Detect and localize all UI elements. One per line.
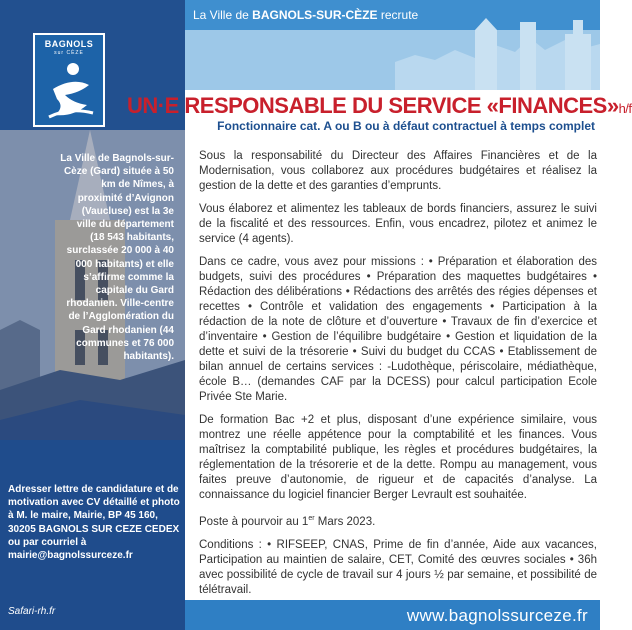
start-date-sup: er: [308, 515, 315, 522]
website-link[interactable]: www.bagnolssurceze.fr: [406, 606, 588, 625]
start-date-before: Poste à pourvoir au 1: [199, 515, 309, 528]
header-city: BAGNOLS-SUR-CÈZE: [252, 8, 378, 22]
paragraph-profile: De formation Bac +2 et plus, disposant d’une expérience similaire, vous montrez une réelle appétence pour la comptabilité et les finances. Vous maîtrisez la comptabilité publique, les règles et procédures budgétaires, la réglementation de la trésorerie et de la dette. Rompu au management, vous faites preuve d’autonomie, de rigueur et de capacités d’analyse. La connaissance du logiciel financier Berger Levrault est souhaitée.: [199, 414, 597, 501]
job-subtitle: Fonctionnaire cat. A ou B ou à défaut contractuel à temps complet: [217, 119, 595, 133]
logo-name: BAGNOLS: [44, 39, 94, 49]
paragraph-conditions: Conditions : • RIFSEEP, CNAS, Prime de fin d’année, Aide aux vacances, Participation au maintien de salaire, CET, Comité des œuvres sociales • 36h avec possibilité de cycle de travail sur 4 jours ½ par semaine, et possibilité de télétravail.: [199, 538, 597, 596]
paragraph-start-date: [199, 511, 597, 530]
paragraph-duties: Vous élaborez et alimentez les tableaux de bords financiers, assurez le suivi de la fiscalité et des ressources. Enfin, vous encadrez, pilotez et animez le service (4 agents).: [199, 203, 597, 245]
job-title: [127, 93, 632, 119]
header-prefix: La Ville de: [193, 8, 249, 22]
job-title-text: UN·E RESPONSABLE DU SERVICE «FINANCES»: [127, 93, 619, 118]
header-text: [193, 8, 418, 22]
runner-emblem-icon: [43, 59, 99, 123]
footer-bar: [185, 600, 600, 630]
city-logo: [33, 33, 105, 127]
credit-link[interactable]: Safari-rh.fr: [8, 606, 56, 617]
paragraph-responsibility: Sous la responsabilité du Directeur des Affaires Financières et de la Modernisation, vous collaborez aux procédures budgétaires et réalisez la gestion de la dette et des garanties d’emprunts.: [199, 150, 597, 192]
header-suffix: recrute: [380, 8, 419, 22]
logo-sub: sur CÈZE: [54, 50, 84, 56]
city-intro: La Ville de Bagnols-sur-Cèze (Gard) située à 50 km de Nîmes, à proximité d’Avignon (Vaucluse) est la 3e ville du département (18 543 habitants, surclassée 20 000 à 40 000 habitants) et elle s’affirme comme la capitale du Gard rhodanien. Ville-centre de l’Agglomération du Gard rhodanien (44 communes et 76 000 habitants).: [60, 153, 174, 363]
job-title-suffix: h/f: [618, 101, 632, 116]
start-date-after: Mars 2023.: [314, 515, 376, 528]
header-banner: [185, 0, 600, 90]
application-instructions: Adresser lettre de candidature et de motivation avec CV détaillé et photo à M. le maire, Mairie, BP 45 160, 30205 BAGNOLS SUR CEZE CEDEX ou par courriel à mairie@bagnolssurceze.fr: [8, 484, 180, 562]
paragraph-missions: Dans ce cadre, vous avez pour missions : • Préparation et élaboration des budgets, suivi des procédures • Préparation des maquettes budgétaires • Rédaction des délibérations • Rédactions des arrêtés des régies dépenses et recettes • Contrôle et validation des engagements • Participation à la rédaction de la note de clôture et d’ouverture • Travaux de fin d’exercice et d’inventaire • Gestion de l’équilibre budgétaire • Gestion et liquidation de la dette et suivi de la trésorerie • Suivi du budget du CCAS • Etablissement de bilan annuel de certains services : -Ludothèque, périscolaire, médiathèque, école B… (demandes CAF par la DCESS) pour calcul participation Ecole Privée Ste Marie.: [199, 256, 597, 403]
job-description: [199, 149, 597, 606]
